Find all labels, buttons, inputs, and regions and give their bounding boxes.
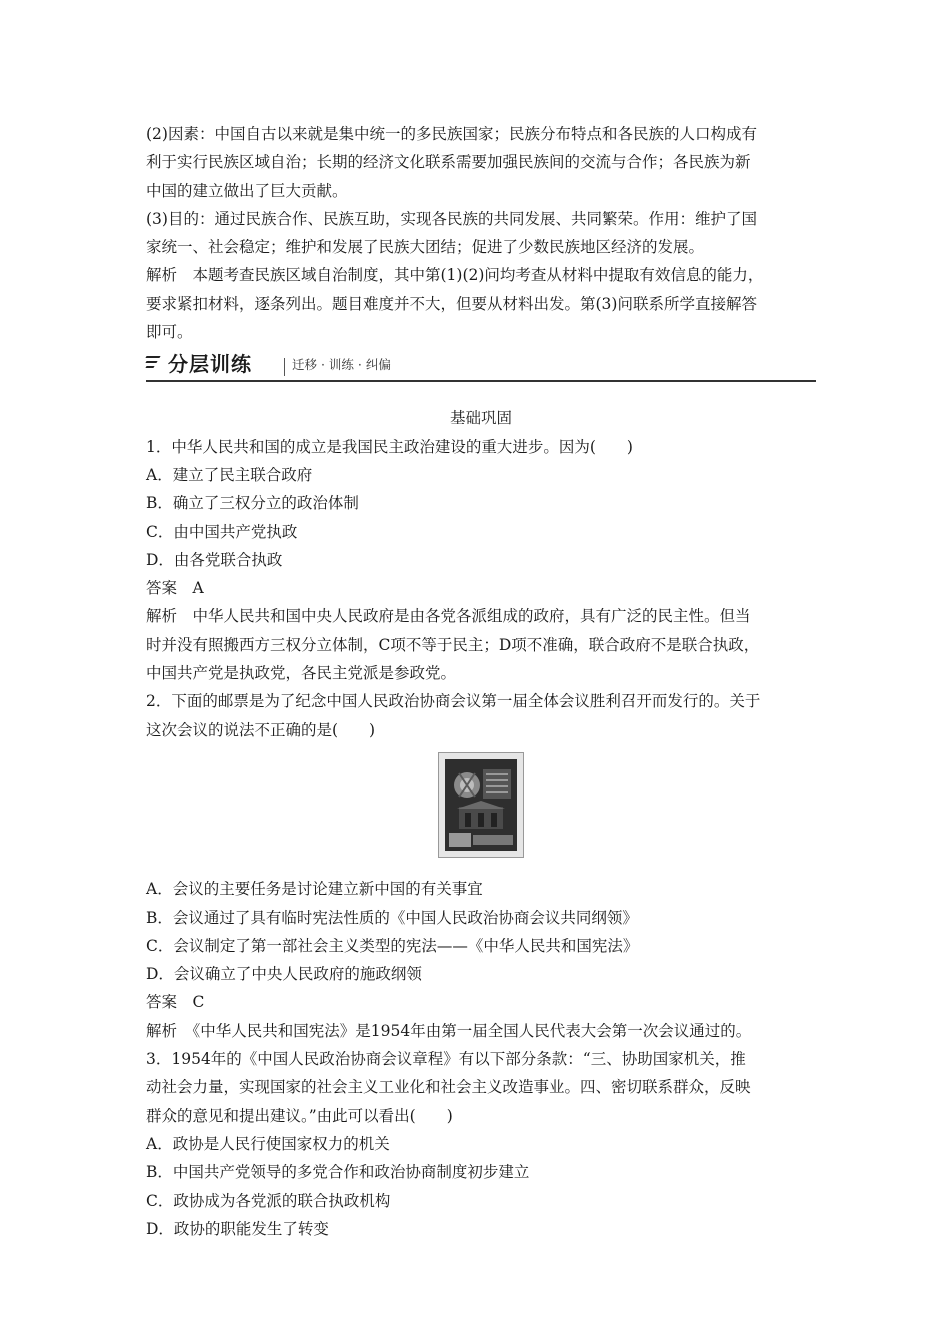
- option-a: A．会议的主要任务是讨论建立新中国的有关事宜: [146, 880, 483, 899]
- option-b: B．会议通过了具有临时宪法性质的《中国人民政治协商会议共同纲领》: [146, 908, 638, 927]
- question-stem: 群众的意见和提出建议。”由此可以看出( ): [146, 1106, 453, 1125]
- document-page: [146, 120, 816, 1243]
- question-stem: 动社会力量，实现国家的社会主义工业化和社会主义改造事业。四、密切联系群众，反映: [146, 1078, 751, 1097]
- analysis-line: 解析 《中华人民共和国宪法》是1954年由第一届全国人民代表大会第一次会议通过的。: [146, 1021, 752, 1040]
- previous-answer-block: [146, 120, 816, 346]
- option-d: D．会议确立了中央人民政府的施政纲领: [146, 965, 422, 984]
- banner-rule: [146, 380, 816, 382]
- option-a: A．建立了民主联合政府: [146, 465, 313, 484]
- banner-divider: [284, 358, 285, 376]
- answer: 答案 A: [146, 579, 204, 598]
- question-3: [146, 1045, 816, 1243]
- stamp-figure: [146, 744, 816, 875]
- question-stem: 1．中华人民共和国的成立是我国民主政治建设的重大进步。因为( ): [146, 437, 633, 456]
- analysis-line: 中国共产党是执政党，各民主党派是参政党。: [146, 664, 457, 683]
- option-c: C．会议制定了第一部社会主义类型的宪法——《中华人民共和国宪法》: [146, 936, 639, 955]
- banner-subtitle: 迁移 · 训练 · 纠偏: [292, 357, 391, 373]
- option-d: D．政协的职能发生了转变: [146, 1219, 329, 1238]
- answer-2-line: 利于实行民族区域自治；长期的经济文化联系需要加强民族间的交流与合作；各民族为新: [146, 153, 751, 172]
- section-banner: [146, 350, 816, 392]
- option-c: C．由中国共产党执政: [146, 522, 298, 541]
- answer-2-line: (2)因素：中国自古以来就是集中统一的多民族国家；民族分布特点和各民族的人口构成有: [146, 125, 757, 143]
- stamp-artwork: [445, 759, 517, 851]
- option-c: C．政协成为各党派的联合执政机构: [146, 1191, 391, 1210]
- option-b: B．中国共产党领导的多党合作和政治协商制度初步建立: [146, 1163, 530, 1182]
- question-2: [146, 687, 816, 1045]
- option-b: B．确立了三权分立的政治体制: [146, 494, 359, 513]
- question-stem: 这次会议的说法不正确的是( ): [146, 720, 376, 739]
- commemorative-stamp-image: [438, 752, 524, 858]
- analysis-line: 解析 中华人民共和国中央人民政府是由各党各派组成的政府，具有广泛的民主性。但当: [146, 607, 751, 626]
- banner-stripes-icon: [146, 356, 162, 374]
- section-title: 基础巩固: [449, 409, 512, 428]
- answer: 答案 C: [146, 993, 205, 1012]
- analysis-line: 时并没有照搬西方三权分立体制，C项不等于民主；D项不准确，联合政府不是联合执政，: [146, 635, 760, 654]
- option-d: D．由各党联合执政: [146, 550, 283, 569]
- question-1: [146, 433, 816, 688]
- analysis-line: 解析 本题考查民族区域自治制度，其中第(1)(2)问均考查从材料中提取有效信息的能力，: [146, 266, 764, 285]
- option-a: A．政协是人民行使国家权力的机关: [146, 1134, 390, 1153]
- answer-3-line: (3)目的：通过民族合作、民族互助，实现各民族的共同发展、共同繁荣。作用：维护了国: [146, 209, 757, 228]
- banner-title: 分层训练: [168, 352, 252, 377]
- answer-2-line: 中国的建立做出了巨大贡献。: [146, 181, 348, 200]
- question-stem: 2．下面的邮票是为了纪念中国人民政治协商会议第一届全体会议胜利召开而发行的。关于: [146, 692, 761, 711]
- analysis-line: 要求紧扣材料，逐条列出。题目难度并不大，但要从材料出发。第(3)问联系所学直接解答: [146, 294, 757, 313]
- analysis-line: 即可。: [146, 323, 193, 342]
- question-stem: 3．1954年的《中国人民政治协商会议章程》有以下部分条款：“三、协助国家机关，推: [146, 1050, 746, 1069]
- answer-3-line: 家统一、社会稳定；维护和发展了民族大团结；促进了少数民族地区经济的发展。: [146, 238, 705, 257]
